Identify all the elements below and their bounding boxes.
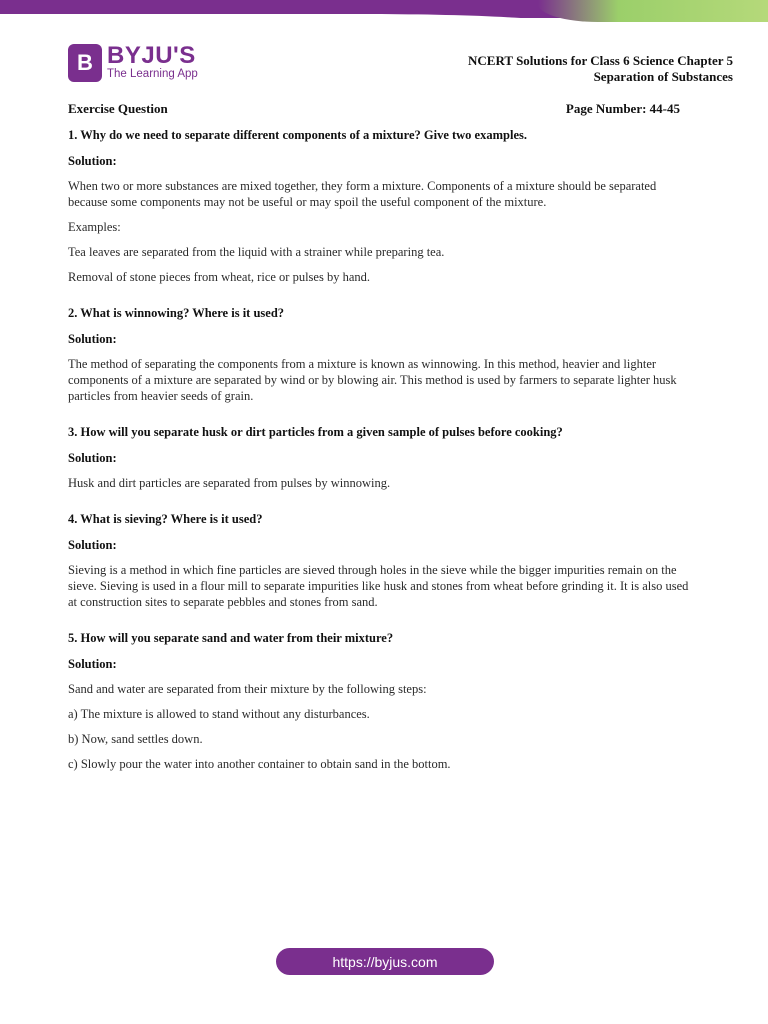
document-header: [468, 53, 733, 85]
solution-label: Solution:: [68, 657, 117, 671]
solution-label: Solution:: [68, 451, 117, 465]
answer-paragraph: Sand and water are separated from their mixture by the following steps:: [68, 682, 427, 696]
logo-text: [107, 42, 198, 81]
question-text: 2. What is winnowing? Where is it used?: [68, 306, 285, 320]
question-text: 5. How will you separate sand and water from their mixture?: [68, 631, 394, 645]
question-block: [68, 127, 698, 285]
answer-paragraph: Examples:: [68, 220, 121, 234]
logo-brand: BYJU'S: [107, 42, 196, 69]
answer-paragraph: When two or more substances are mixed together, they form a mixture. Components of a mixture should be separated because some components may not be useful or may spoil the useful component of the mixture.: [68, 179, 657, 209]
solution-label: Solution:: [68, 154, 117, 168]
answer-paragraph: The method of separating the components from a mixture is known as winnowing. In this method, heavier and lighter components of a mixture are separated by wind or by blowing air. This method is used by farmers to separate lighter husk particles from heavier seeds of grain.: [68, 357, 677, 403]
logo-badge: B: [68, 44, 102, 82]
answer-paragraph: Tea leaves are separated from the liquid with a strainer while preparing tea.: [68, 245, 445, 259]
question-block: [68, 630, 698, 772]
header-line-2: Separation of Substances: [593, 69, 733, 84]
question-text: 4. What is sieving? Where is it used?: [68, 512, 263, 526]
question-block: [68, 305, 698, 404]
questions-content: [68, 127, 698, 792]
question-block: [68, 424, 698, 491]
question-text: 1. Why do we need to separate different components of a mixture? Give two examples.: [68, 128, 527, 142]
logo-tagline: The Learning App: [107, 68, 198, 80]
answer-paragraph: c) Slowly pour the water into another container to obtain sand in the bottom.: [68, 757, 451, 771]
header-line-1: NCERT Solutions for Class 6 Science Chapter 5: [468, 53, 733, 68]
answer-paragraph: Removal of stone pieces from wheat, rice or pulses by hand.: [68, 270, 370, 284]
solution-label: Solution:: [68, 332, 117, 346]
answer-paragraph: b) Now, sand settles down.: [68, 732, 203, 746]
footer-url-link[interactable]: https://byjus.com: [276, 948, 494, 975]
top-band-green: [538, 0, 768, 22]
section-label: Exercise Question: [68, 101, 168, 116]
top-decorative-band: [0, 0, 768, 24]
question-block: [68, 511, 698, 610]
question-text: 3. How will you separate husk or dirt particles from a given sample of pulses before cooking?: [68, 425, 563, 439]
top-band-curve: [0, 14, 560, 24]
solution-label: Solution:: [68, 538, 117, 552]
answer-paragraph: Husk and dirt particles are separated from pulses by winnowing.: [68, 476, 391, 490]
page-number: Page Number: 44-45: [565, 101, 680, 116]
answer-paragraph: Sieving is a method in which fine particles are sieved through holes in the sieve while the bigger impurities remain on the sieve. Sieving is used in a flour mill to separate impurities like husk and stones from wheat before grinding it. It is also used at construction sites to separate pebbles and stones from sand.: [68, 563, 689, 609]
answer-paragraph: a) The mixture is allowed to stand without any disturbances.: [68, 707, 370, 721]
byjus-logo: [68, 44, 198, 82]
